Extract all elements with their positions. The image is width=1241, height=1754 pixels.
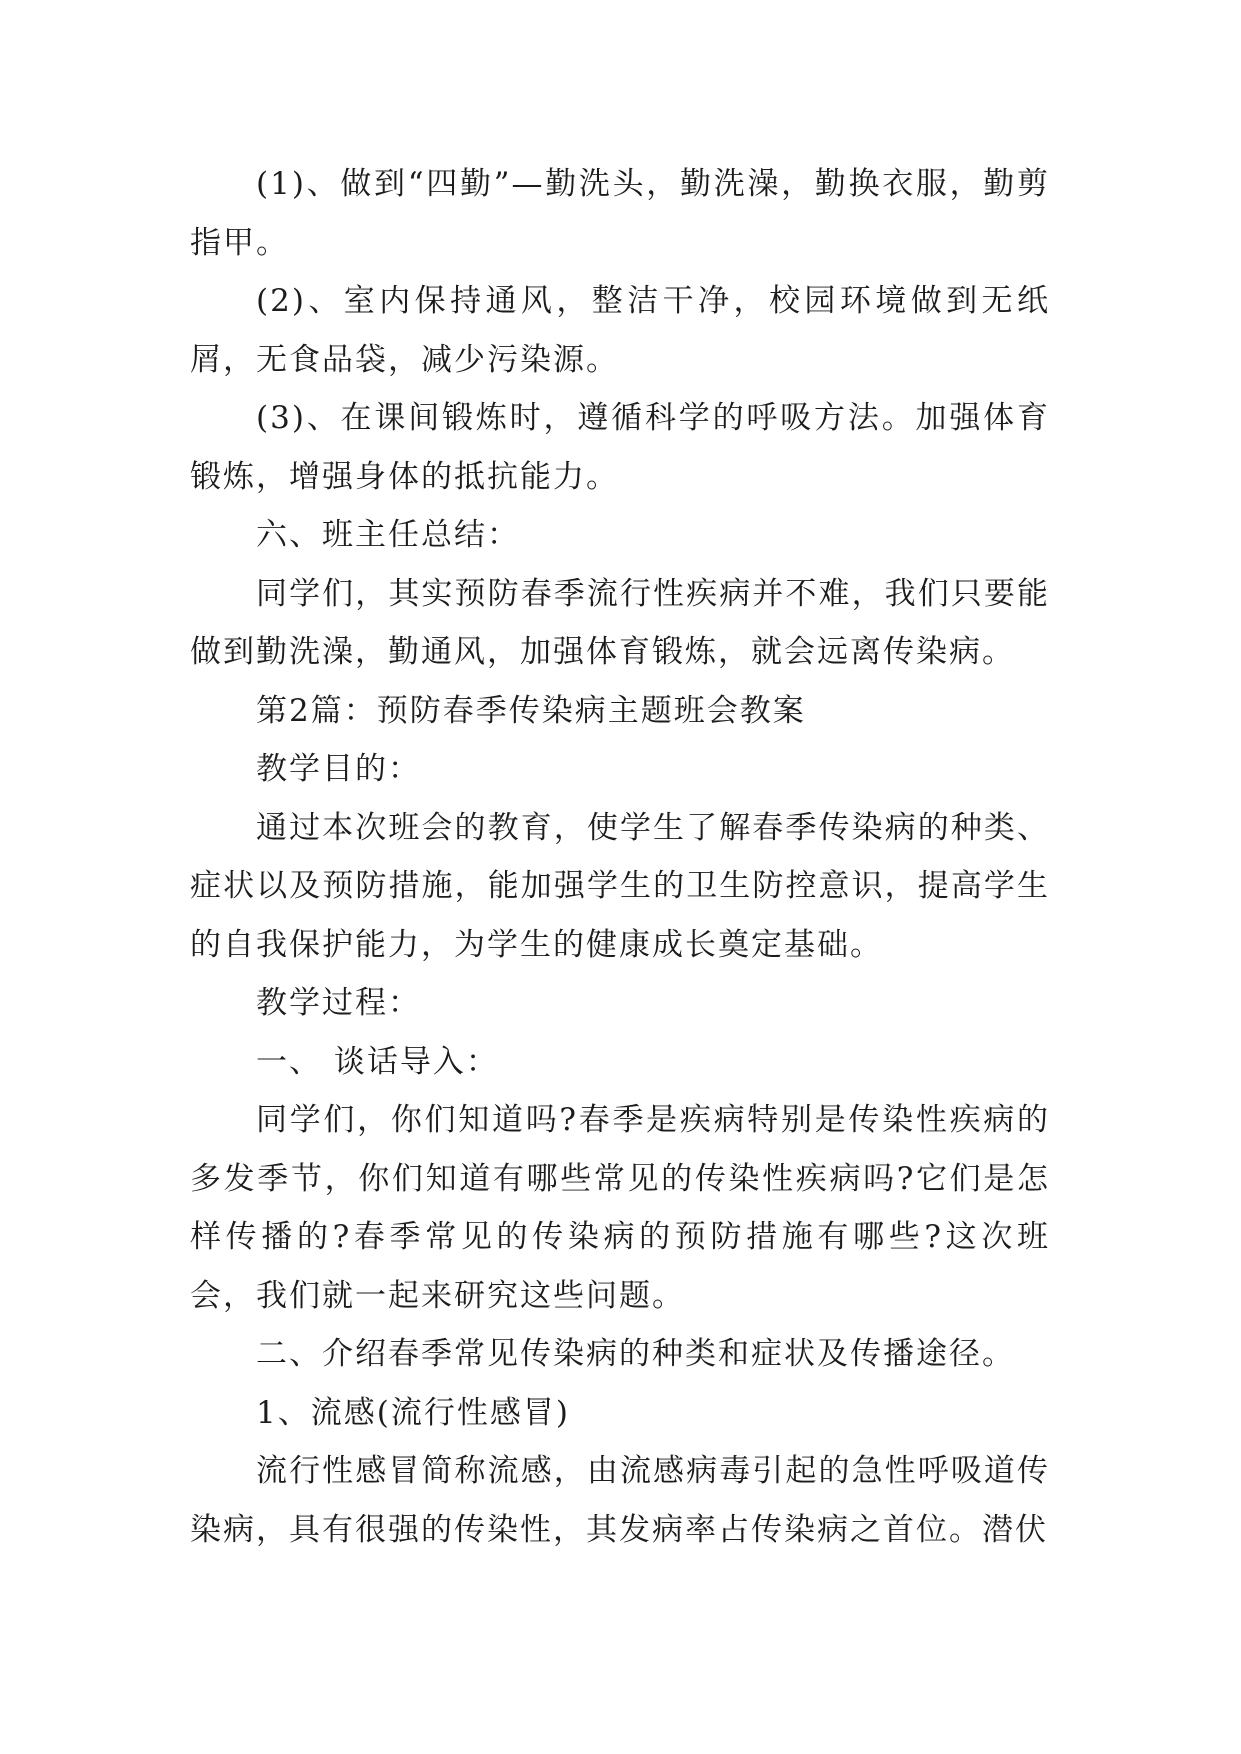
article-title: 第2篇：预防春季传染病主题班会教案 xyxy=(256,692,806,729)
paragraph-flu: 流行性感冒简称流感，由流感病毒引起的急性呼吸道传染病，具有很强的传染性，其发病率占传染病之首位。潜伏 xyxy=(190,1453,1050,1548)
section-heading-process: 教学过程： xyxy=(256,985,421,1021)
paragraph-intro: 同学们，你们知道吗?春季是疾病特别是传染性疾病的多发季节，你们知道有哪些常见的传染性疾病吗?它们是怎样传播的?春季常见的传染病的预防措施有哪些?这次班会，我们就一起来研究这些问题。 xyxy=(190,1102,1050,1314)
section-heading-summary: 六、班主任总结： xyxy=(256,517,520,553)
section-heading-diseases: 二、介绍春季常见传染病的种类和症状及传播途径。 xyxy=(256,1336,1015,1372)
paragraph-goal: 通过本次班会的教育，使学生了解春季传染病的种类、症状以及预防措施，能加强学生的卫生防控意识，提高学生的自我保护能力，为学生的健康成长奠定基础。 xyxy=(190,809,1050,963)
subheading-flu: 1、流感(流行性感冒) xyxy=(256,1394,570,1431)
section-heading-goal: 教学目的： xyxy=(256,751,421,787)
document-body xyxy=(190,155,1050,1559)
paragraph-hygiene-2: (2)、室内保持通风，整洁干净，校园环境做到无纸屑，无食品袋，减少污染源。 xyxy=(190,283,1050,378)
paragraph-hygiene-1: (1)、做到“四勤”—勤洗头，勤洗澡，勤换衣服，勤剪指甲。 xyxy=(190,166,1050,261)
paragraph-summary: 同学们，其实预防春季流行性疾病并不难，我们只要能做到勤洗澡，勤通风，加强体育锻炼，就会远离传染病。 xyxy=(190,575,1050,670)
paragraph-hygiene-3: (3)、在课间锻炼时，遵循科学的呼吸方法。加强体育锻炼，增强身体的抵抗能力。 xyxy=(190,400,1050,495)
section-heading-intro: 一、 谈话导入： xyxy=(256,1043,499,1080)
